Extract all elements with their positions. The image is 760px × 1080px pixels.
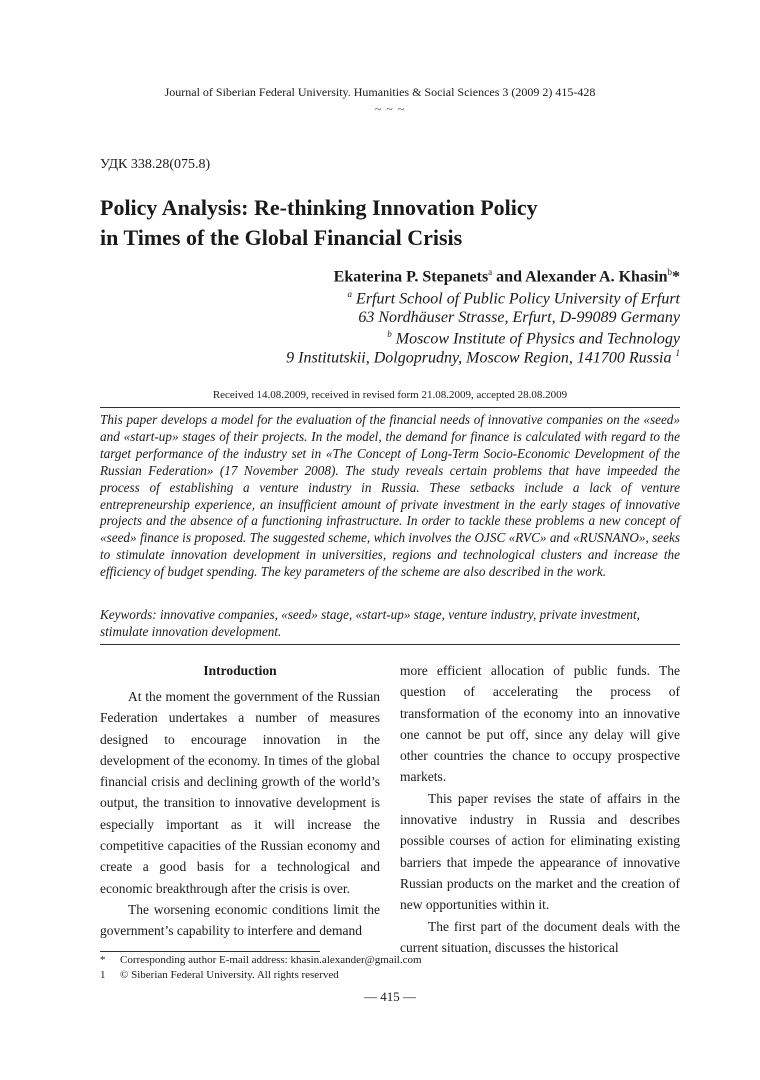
footnote [100, 953, 422, 968]
paper-title [100, 193, 660, 253]
title-line-1: Policy Analysis: Re-thinking Innovation Policy [100, 195, 538, 220]
footnotes [100, 953, 422, 983]
affiliation-text: 9 Institutskii, Dolgoprudny, Moscow Region, 141700 Russia [286, 349, 676, 367]
affiliation-mark: a [347, 289, 353, 299]
author-list [334, 267, 680, 286]
author-1-affil-mark: a [488, 267, 493, 277]
affiliation-line [286, 348, 680, 367]
affiliation-text: 63 Nordhäuser Strasse, Erfurt, D-99089 Germany [358, 309, 680, 326]
footnote [100, 968, 422, 983]
affiliation-footnote-mark: 1 [675, 348, 680, 358]
affiliation-line [387, 329, 680, 348]
affiliation-line [358, 309, 680, 327]
title-line-2: in Times of the Global Financial Crisis [100, 225, 463, 250]
abstract-bottom-rule [100, 644, 680, 645]
abstract-top-rule [100, 407, 680, 408]
affiliation-mark: b [387, 329, 392, 339]
affiliation-text: Moscow Institute of Physics and Technology [391, 330, 680, 348]
author-2-affil-mark: b [667, 267, 672, 277]
footnote-text: © Siberian Federal University. All rights reserved [120, 969, 339, 981]
abstract: This paper develops a model for the evaluation of the financial needs of innovative companies on the «seed» and «start-up» stages of their projects. In the model, the demand for finance is calculated with regard to the target performance of the industry set in «The Concept of Long-Term Socio-Economic Development of the Russian Federation» (17 November 2008). The study reveals certain problems that have impeeded the process of establishing a venture industry in Russia. These setbacks include a lack of venture entrepreneurship experience, an insufficient amount of private investment in the early stages of innovative projects and the absence of a functioning infrastructure. In order to tackle these problems a new concept of «seed» finance is proposed. The suggested scheme, which involves the OJSC «RVC» and «RUSNANO», seeks to stimulate innovation development in universities, regions and technological clusters and increase the efficiency of budget spending. The key parameters of the scheme are also described in the work. [100, 412, 680, 580]
header-ornament: ~ ~ ~ [374, 102, 406, 116]
section-heading-introduction: Introduction [203, 663, 277, 678]
body-column-right [400, 660, 680, 958]
body-paragraph: This paper revises the state of affairs in the innovative industry in Russia and describes possible courses of action for eliminating existing barriers that impede the appearance of innovative Russian products on the market and the creation of new opportunities within it. [400, 790, 680, 913]
page-number: — 415 — [364, 989, 416, 1004]
body-paragraph: The first part of the document deals with the current situation, discusses the historical [400, 918, 680, 955]
footnote-mark: * [100, 954, 106, 966]
author-conjunction: and [492, 268, 526, 286]
affiliation-text: Erfurt School of Public Policy University of Erfurt [352, 290, 680, 308]
journal-header: Journal of Siberian Federal University. Humanities & Social Sciences 3 (2009 2) 415-428 [164, 85, 596, 99]
keywords: Keywords: innovative companies, «seed» stage, «start-up» stage, venture industry, private investment, stimulate innovation development. [100, 607, 640, 639]
body-paragraph: At the moment the government of the Russian Federation undertakes a number of measures designed to encourage innovation in the development of the economy. In times of the global financial crisis and declining growth of the world’s output, the transition to innovative development is especially important as it will increase the competitive capacities of the Russian economy and create a good basis for a technological and economic breakthrough after the crisis is over. [100, 689, 380, 896]
footnote-rule [100, 951, 320, 952]
affiliation-line [348, 289, 680, 308]
body-paragraph: more efficient allocation of public funds. The question of accelerating the process of transformation of the economy into an innovative one cannot be put off, since any delay will give other countries the chance to occupy prospective markets. [400, 663, 680, 785]
body-column-left [100, 660, 380, 942]
footnote-text: Corresponding author E-mail address: khasin.alexander@gmail.com [120, 954, 422, 966]
author-2: Alexander A. Khasin [525, 268, 668, 286]
udk-code: УДК 338.28(075.8) [100, 157, 211, 172]
body-paragraph: The worsening economic conditions limit the government’s capability to interfere and demand [100, 901, 380, 939]
footnote-mark: 1 [100, 969, 106, 981]
received-dates: Received 14.08.2009, received in revised form 21.08.2009, accepted 28.08.2009 [212, 389, 568, 401]
corresponding-mark: * [672, 268, 680, 286]
author-1: Ekaterina P. Stepanets [333, 268, 489, 286]
